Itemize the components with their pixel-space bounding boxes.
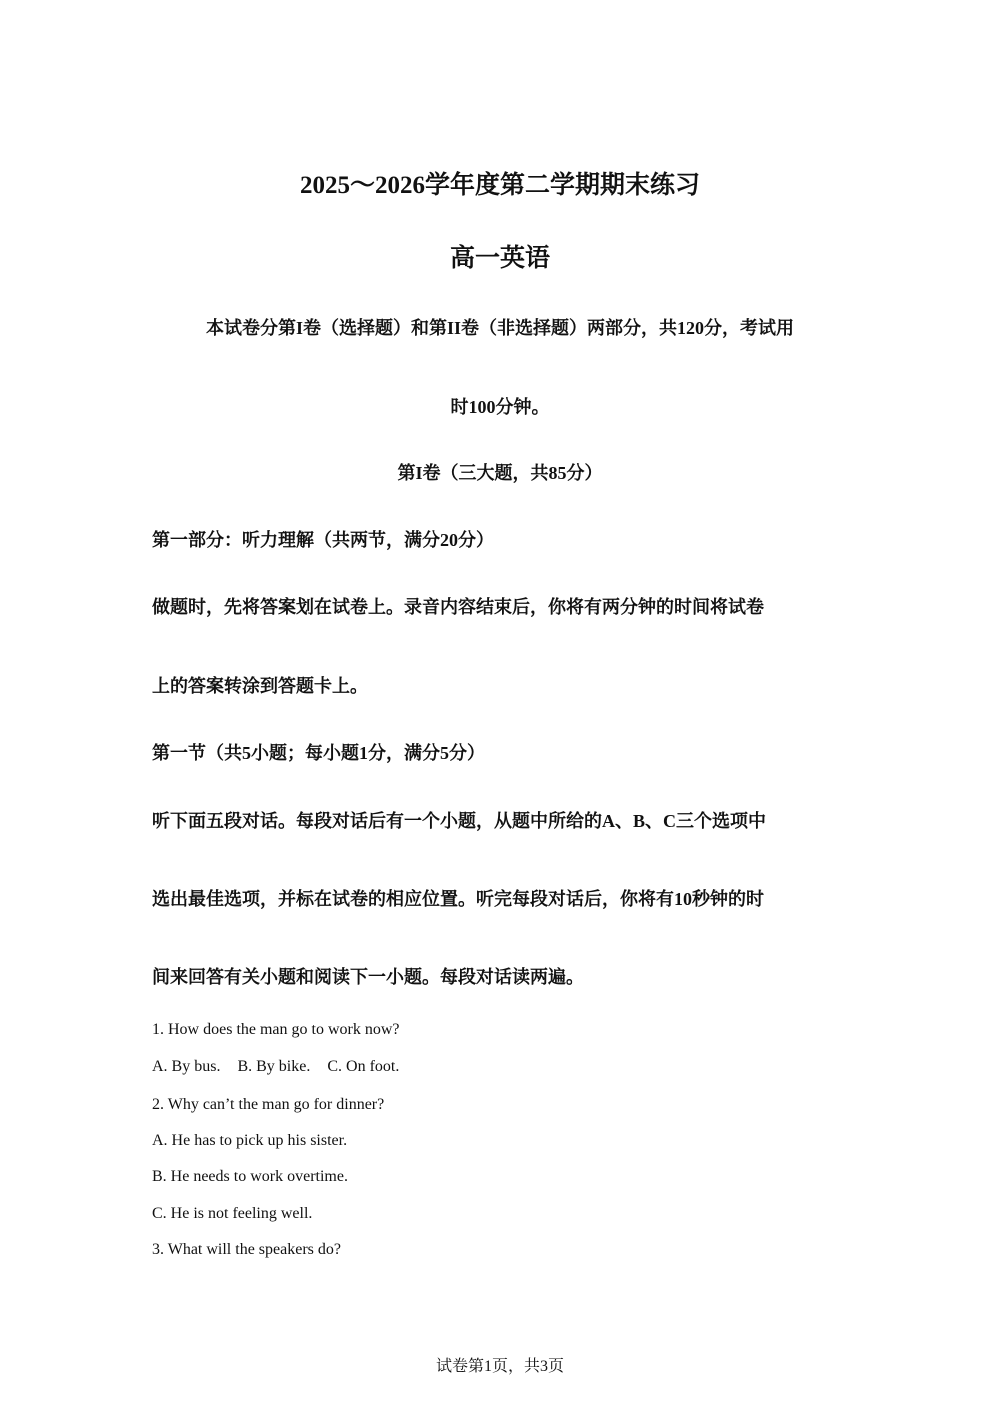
- question-3-stem: 3. What will the speakers do?: [152, 1241, 341, 1258]
- exam-subject: 高一英语: [449, 245, 550, 272]
- part-1-instruction-line-1: 做题时，先将答案划在试卷上。录音内容结束后，你将有两分钟的时间将试卷: [152, 597, 764, 617]
- question-2-option-a[interactable]: A. He has to pick up his sister.: [152, 1132, 348, 1149]
- question-2-stem: 2. Why can’t the man go for dinner?: [152, 1096, 385, 1113]
- question-2-option-b[interactable]: B. He needs to work overtime.: [152, 1168, 348, 1185]
- volume-1-heading: 第I卷（三大题，共85分）: [397, 463, 603, 483]
- section-1-instruction-line-1: 听下面五段对话。每段对话后有一个小题，从题中所给的A、B、C三个选项中: [152, 811, 767, 831]
- question-1-option-c[interactable]: C. On foot.: [327, 1058, 400, 1075]
- exam-intro-line-1: 本试卷分第I卷（选择题）和第II卷（非选择题）两部分，共120分，考试用: [205, 318, 794, 338]
- question-2-option-c[interactable]: C. He is not feeling well.: [152, 1205, 313, 1222]
- question-1-options: [152, 1056, 416, 1078]
- section-1-instruction-line-2: 选出最佳选项，并标在试卷的相应位置。听完每段对话后，你将有10秒钟的时: [152, 889, 764, 909]
- part-1-instruction-line-2: 上的答案转涂到答题卡上。: [152, 676, 368, 696]
- question-1-option-b[interactable]: B. By bike.: [237, 1058, 311, 1075]
- part-1-heading: 第一部分：听力理解（共两节，满分20分）: [152, 530, 494, 550]
- section-1-heading: 第一节（共5小题；每小题1分，满分5分）: [152, 743, 485, 763]
- page-footer: 试卷第1页，共3页: [435, 1358, 564, 1375]
- exam-intro-line-2: 时100分钟。: [450, 397, 550, 417]
- section-1-instruction-line-3: 间来回答有关小题和阅读下一小题。每段对话读两遍。: [152, 967, 584, 987]
- exam-title: 2025～2026学年度第二学期期末练习: [299, 172, 700, 199]
- question-1-option-a[interactable]: A. By bus.: [152, 1058, 221, 1075]
- question-1-stem: 1. How does the man go to work now?: [152, 1021, 400, 1038]
